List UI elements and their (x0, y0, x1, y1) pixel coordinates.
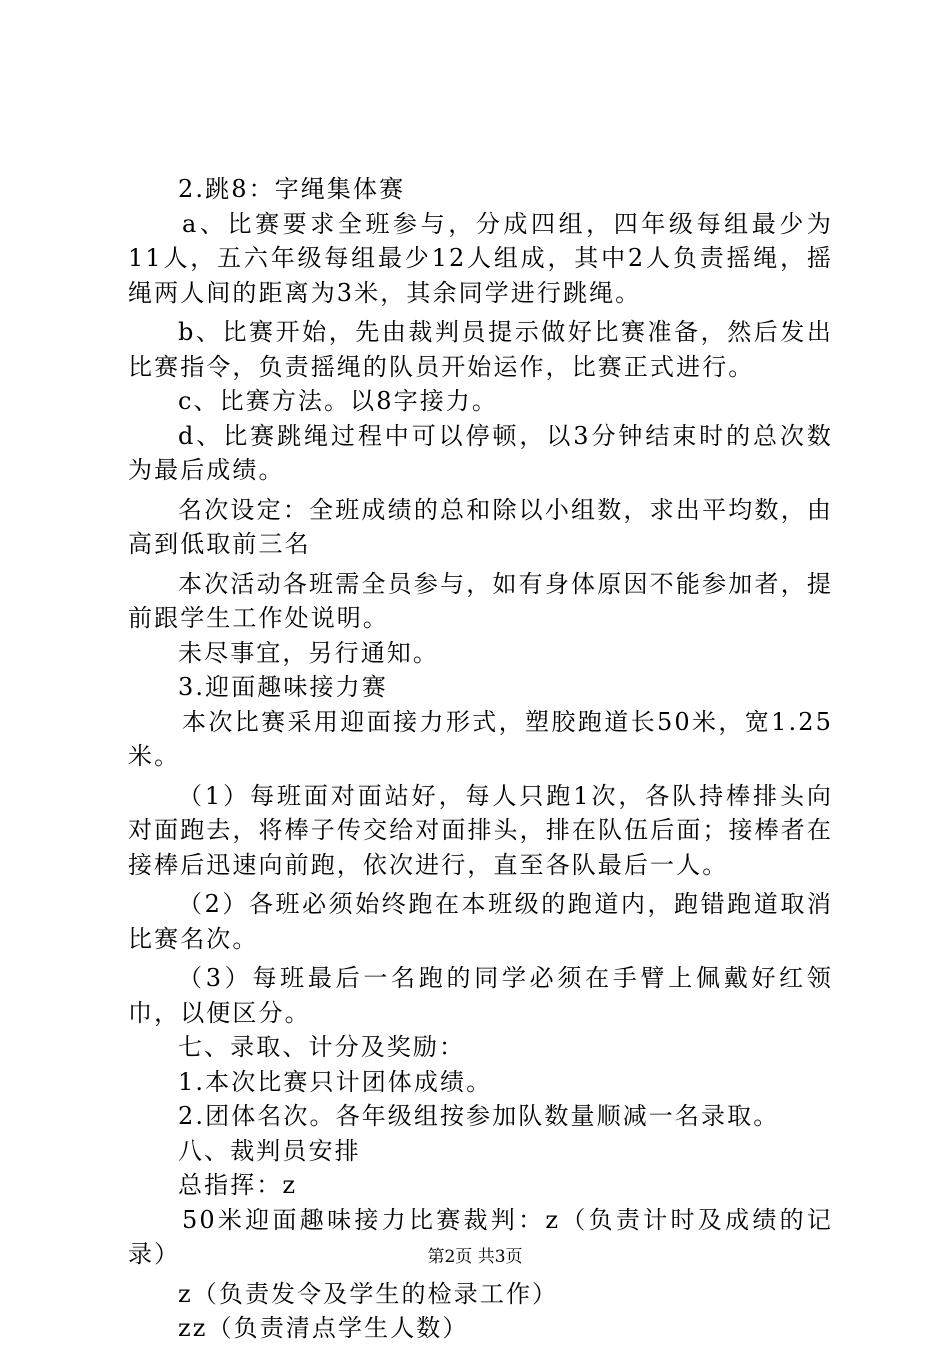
section-heading-jump-rope: 2.跳8：字绳集体赛 (178, 175, 406, 203)
paragraph-rule-b: b、比赛开始，先由裁判员提示做好比赛准备，然后发出比赛指令，负责摇绳的队员开始运作，比赛正式进行。 (128, 318, 833, 381)
paragraph-relay-rule-3: （3）每班最后一名跑的同学必须在手臂上佩戴好红领巾，以便区分。 (128, 964, 833, 1027)
paragraph-starter-referee: z（负责发令及学生的检录工作） (178, 1279, 559, 1308)
document-body (128, 172, 833, 1346)
paragraph-headcount-referee: zz（负责清点学生人数） (178, 1314, 469, 1342)
paragraph-award-2: 2.团体名次。各年级组按参加队数量顺减一名录取。 (178, 1102, 780, 1130)
section-heading-awards: 七、录取、计分及奖励： (178, 1033, 466, 1061)
paragraph-chief-commander: 总指挥：z (178, 1171, 298, 1199)
paragraph-relay-rule-2: （2）各班必须始终跑在本班级的跑道内，跑错跑道取消比赛名次。 (128, 890, 833, 953)
paragraph-participation: 本次活动各班需全员参与，如有身体原因不能参加者，提前跟学生工作处说明。 (128, 569, 833, 632)
paragraph-rule-a: a、比赛要求全班参与，分成四组，四年级每组最少为11人，五六年级每组最少12人组成，其中2人负责摇绳，摇绳两人间的距离为3米，其余同学进行跳绳。 (128, 209, 833, 307)
paragraph-relay-rule-1: （1）每班面对面站好，每人只跑1次，各队持棒排头向对面跑去，将棒子传交给对面排头，排在队伍后面；接棒者在接棒后迅速向前跑，依次进行，直至各队最后一人。 (128, 781, 833, 879)
section-heading-relay: 3.迎面趣味接力赛 (178, 673, 388, 701)
section-heading-referees: 八、裁判员安排 (178, 1136, 361, 1165)
page-number-footer: 第2页 共3页 (427, 1247, 523, 1267)
paragraph-relay-referee: 50米迎面趣味接力比赛裁判：z（负责计时及成绩的记录） (128, 1205, 833, 1268)
paragraph-rule-c: c、比赛方法。以8字接力。 (178, 387, 499, 415)
paragraph-award-1: 1.本次比赛只计团体成绩。 (178, 1067, 493, 1096)
paragraph-rule-d: d、比赛跳绳过程中可以停顿，以3分钟结束时的总次数为最后成绩。 (128, 421, 833, 484)
paragraph-notice: 未尽事宜，另行通知。 (178, 638, 439, 667)
paragraph-relay-intro: 本次比赛采用迎面接力形式，塑胶跑道长50米，宽1.25米。 (128, 707, 833, 770)
paragraph-ranking: 名次设定：全班成绩的总和除以小组数，求出平均数，由高到低取前三名 (128, 495, 833, 558)
